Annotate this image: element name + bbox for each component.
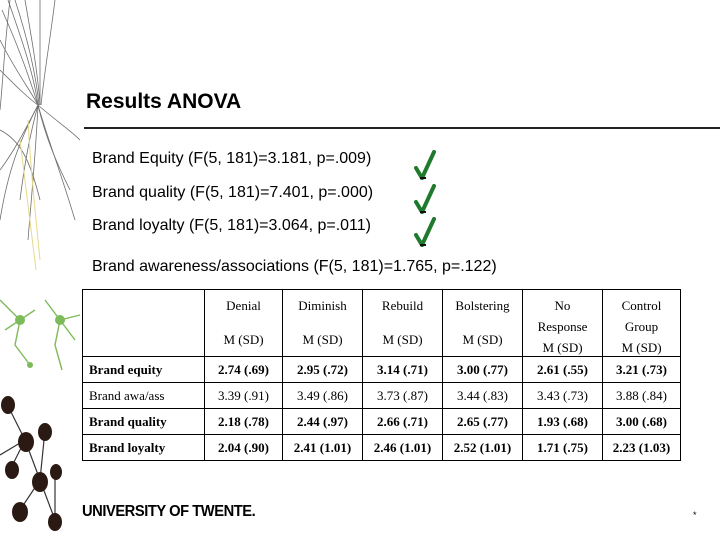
slide-title: Results ANOVA xyxy=(86,90,242,113)
table-cell: 3.14 (.71) xyxy=(363,357,443,383)
column-header: Rebuild M (SD) xyxy=(363,290,443,357)
stat-brand-quality: Brand quality (F(5, 181)=7.401, p=.000) xyxy=(92,184,374,201)
table-cell: 2.04 (.90) xyxy=(205,435,283,461)
column-header: Diminish M (SD) xyxy=(283,290,363,357)
row-label: Brand equity xyxy=(83,357,205,383)
anova-means-table xyxy=(82,289,681,461)
stat-brand-equity: Brand Equity (F(5, 181)=3.181, p=.009) xyxy=(92,150,372,167)
table-row xyxy=(83,357,681,383)
table-cell: 2.74 (.69) xyxy=(205,357,283,383)
column-header: Control Group M (SD) xyxy=(603,290,681,357)
table-cell: 2.66 (.71) xyxy=(363,409,443,435)
table-cell: 2.61 (.55) xyxy=(523,357,603,383)
page-mark: * xyxy=(693,510,697,520)
stat-brand-loyalty: Brand loyalty (F(5, 181)=3.064, p=.011) xyxy=(92,217,371,234)
table-cell: 1.93 (.68) xyxy=(523,409,603,435)
column-header: Denial M (SD) xyxy=(205,290,283,357)
table-cell: 3.00 (.77) xyxy=(443,357,523,383)
table-cell: 3.88 (.84) xyxy=(603,383,681,409)
table-cell: 2.41 (1.01) xyxy=(283,435,363,461)
table-cell: 2.95 (.72) xyxy=(283,357,363,383)
table-cell: 1.71 (.75) xyxy=(523,435,603,461)
stat-brand-awareness: Brand awareness/associations (F(5, 181)=1.765, p=.122) xyxy=(92,258,497,275)
table-cell: 3.73 (.87) xyxy=(363,383,443,409)
title-divider xyxy=(84,127,720,129)
row-label: Brand awa/ass xyxy=(83,383,205,409)
table-cell: 3.44 (.83) xyxy=(443,383,523,409)
table-cell: 3.21 (.73) xyxy=(603,357,681,383)
table-cell: 2.18 (.78) xyxy=(205,409,283,435)
table-header-row xyxy=(83,290,681,357)
table-cell: 2.52 (1.01) xyxy=(443,435,523,461)
column-header: Bolstering M (SD) xyxy=(443,290,523,357)
table-cell: 3.39 (.91) xyxy=(205,383,283,409)
table-cell: 2.23 (1.03) xyxy=(603,435,681,461)
table-cell: 2.44 (.97) xyxy=(283,409,363,435)
table-row xyxy=(83,409,681,435)
table-row xyxy=(83,435,681,461)
table-cell: 2.65 (.77) xyxy=(443,409,523,435)
table-row xyxy=(83,383,681,409)
table-cell: 3.43 (.73) xyxy=(523,383,603,409)
checkmark-icon xyxy=(414,184,436,214)
table-cell: 3.49 (.86) xyxy=(283,383,363,409)
table-cell: 2.46 (1.01) xyxy=(363,435,443,461)
row-label: Brand quality xyxy=(83,409,205,435)
checkmark-icon xyxy=(414,150,436,180)
column-header: No Response M (SD) xyxy=(523,290,603,357)
checkmark-icon xyxy=(414,217,436,247)
university-logo: UNIVERSITY OF TWENTE. xyxy=(82,503,256,520)
table-cell: 3.00 (.68) xyxy=(603,409,681,435)
row-label: Brand loyalty xyxy=(83,435,205,461)
table-corner-cell xyxy=(83,290,205,357)
